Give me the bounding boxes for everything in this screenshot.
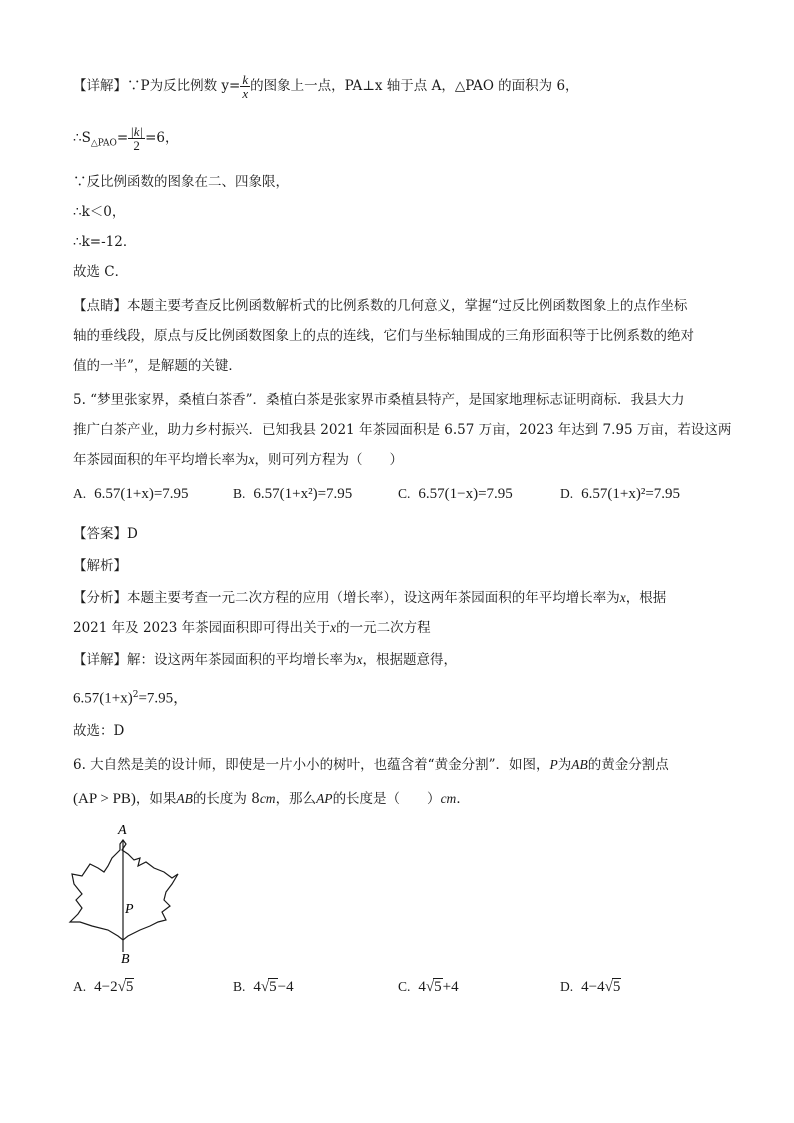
analysis-label: 【解析】: [73, 558, 127, 574]
q5-option-c[interactable]: C. 6.57(1−x)=7.95: [398, 486, 513, 502]
q5-line-1: 5. “梦里张家界，桑植白茶香”．桑植白茶是张家界市桑植县特产，是国家地理标志证明商标．我县大力: [73, 392, 685, 408]
detail-line-6: 故选 C．: [73, 264, 129, 280]
detail-text: △PAO 的面积为 6，: [454, 78, 579, 94]
var-x: x: [330, 620, 337, 635]
q5-option-d[interactable]: D. 6.57(1+x)²=7.95: [560, 486, 681, 502]
q6-option-a[interactable]: A. 4−2√5: [73, 979, 134, 995]
detail-line-2: [73, 125, 179, 153]
fraction-abs-k-over-2: $\frac{|k|}{2}$: [130, 124, 144, 153]
var-x: x: [248, 452, 255, 467]
xiangjie-line-1: [73, 651, 457, 669]
xiangjie-text: 【详解】解：设这两年茶园面积的平均增长率为: [73, 652, 357, 668]
leaf-outline: [70, 840, 178, 940]
q5-option-b[interactable]: B. 6.57(1+x²)=7.95: [233, 486, 353, 502]
q6-line-2: (AP > PB)，如果AB的长度为 8cm，那么AP的长度是（ ）cm．: [73, 791, 470, 807]
xiangjie-text: ，根据题意得，: [362, 652, 457, 668]
detail-line-3: ∵反比例函数的图象在二、四象限，: [73, 174, 289, 190]
fraction-k-over-x: $\frac{k}{x}$: [242, 72, 249, 101]
fenxi-text: 2021 年及 2023 年茶园面积即可得出关于: [73, 620, 331, 636]
detail-text: =6，: [145, 130, 179, 146]
q6-line-1: 6. 大自然是美的设计师，即使是一片小小的树叶，也蕴含着“黄金分割”．如图，P为AB的黄金分割点: [73, 757, 669, 773]
q5-line-2: 推广白茶产业，助力乡村振兴．已知我县 2021 年茶园面积是 6.57 万亩，2023 年达到 7.95 万亩，若设这两: [73, 422, 732, 438]
detail-text: ∴S: [73, 130, 91, 146]
equation-result: $6.57(1+x)^2=7.95$，: [73, 690, 189, 707]
label-b: B: [121, 952, 130, 964]
q6-text: 6. 大自然是美的设计师，即使是一片小小的树叶，也蕴含着“黄金分割”．如图，: [73, 757, 550, 773]
answer-label: 【答案】D: [73, 526, 138, 542]
q6-option-d[interactable]: D. 4−4√5: [560, 979, 621, 995]
fenxi-text: 【分析】本题主要考查一元二次方程的应用（增长率），设这两年茶园面积的年平均增长率为: [73, 590, 620, 606]
detail-line-4: ∴k＜0，: [73, 204, 126, 220]
comment-line-2: 轴的垂线段，原点与反比例函数图象上的点的连线，它们与坐标轴围成的三角形面积等于比例系数的绝对: [73, 328, 694, 344]
subscript: △PAO: [90, 138, 117, 149]
q5-option-a[interactable]: A. 6.57(1+x)=7.95: [73, 486, 189, 502]
q5-text: ，则可列方程为（ ）: [254, 452, 403, 468]
q6-option-b[interactable]: B. 4√5−4: [233, 979, 294, 995]
q6-option-c[interactable]: C. 4√5+4: [398, 979, 459, 995]
comment-line-3: 值的一半”，是解题的关键．: [73, 358, 242, 374]
q5-text: 年茶园面积的年平均增长率为: [73, 452, 249, 468]
var-x: x: [619, 590, 626, 605]
var-x: x: [356, 652, 363, 667]
detail-line-1: [73, 73, 579, 100]
label-p: P: [125, 902, 134, 917]
detail-text: 的图象上一点，PA⊥x 轴于点 A，: [250, 78, 455, 94]
detail-line-5: ∴k=-12．: [73, 234, 137, 250]
fenxi-text: 的一元二次方程: [336, 620, 431, 636]
label-a: A: [118, 823, 127, 838]
fenxi-text: ，根据: [625, 590, 667, 606]
fenxi-line-1: [73, 589, 666, 607]
q5-line-3: [73, 451, 403, 469]
maple-leaf-figure: [68, 822, 188, 964]
comment-line-1: 【点睛】本题主要考查反比例函数解析式的比例系数的几何意义，掌握“过反比例函数图象上的点作坐标: [73, 298, 688, 314]
detail-text: 【详解】∵P为反比例数 y=: [73, 78, 241, 94]
equals-sign: =: [116, 130, 129, 146]
fenxi-line-2: [73, 619, 431, 637]
choose-d: 故选：D: [73, 723, 125, 739]
